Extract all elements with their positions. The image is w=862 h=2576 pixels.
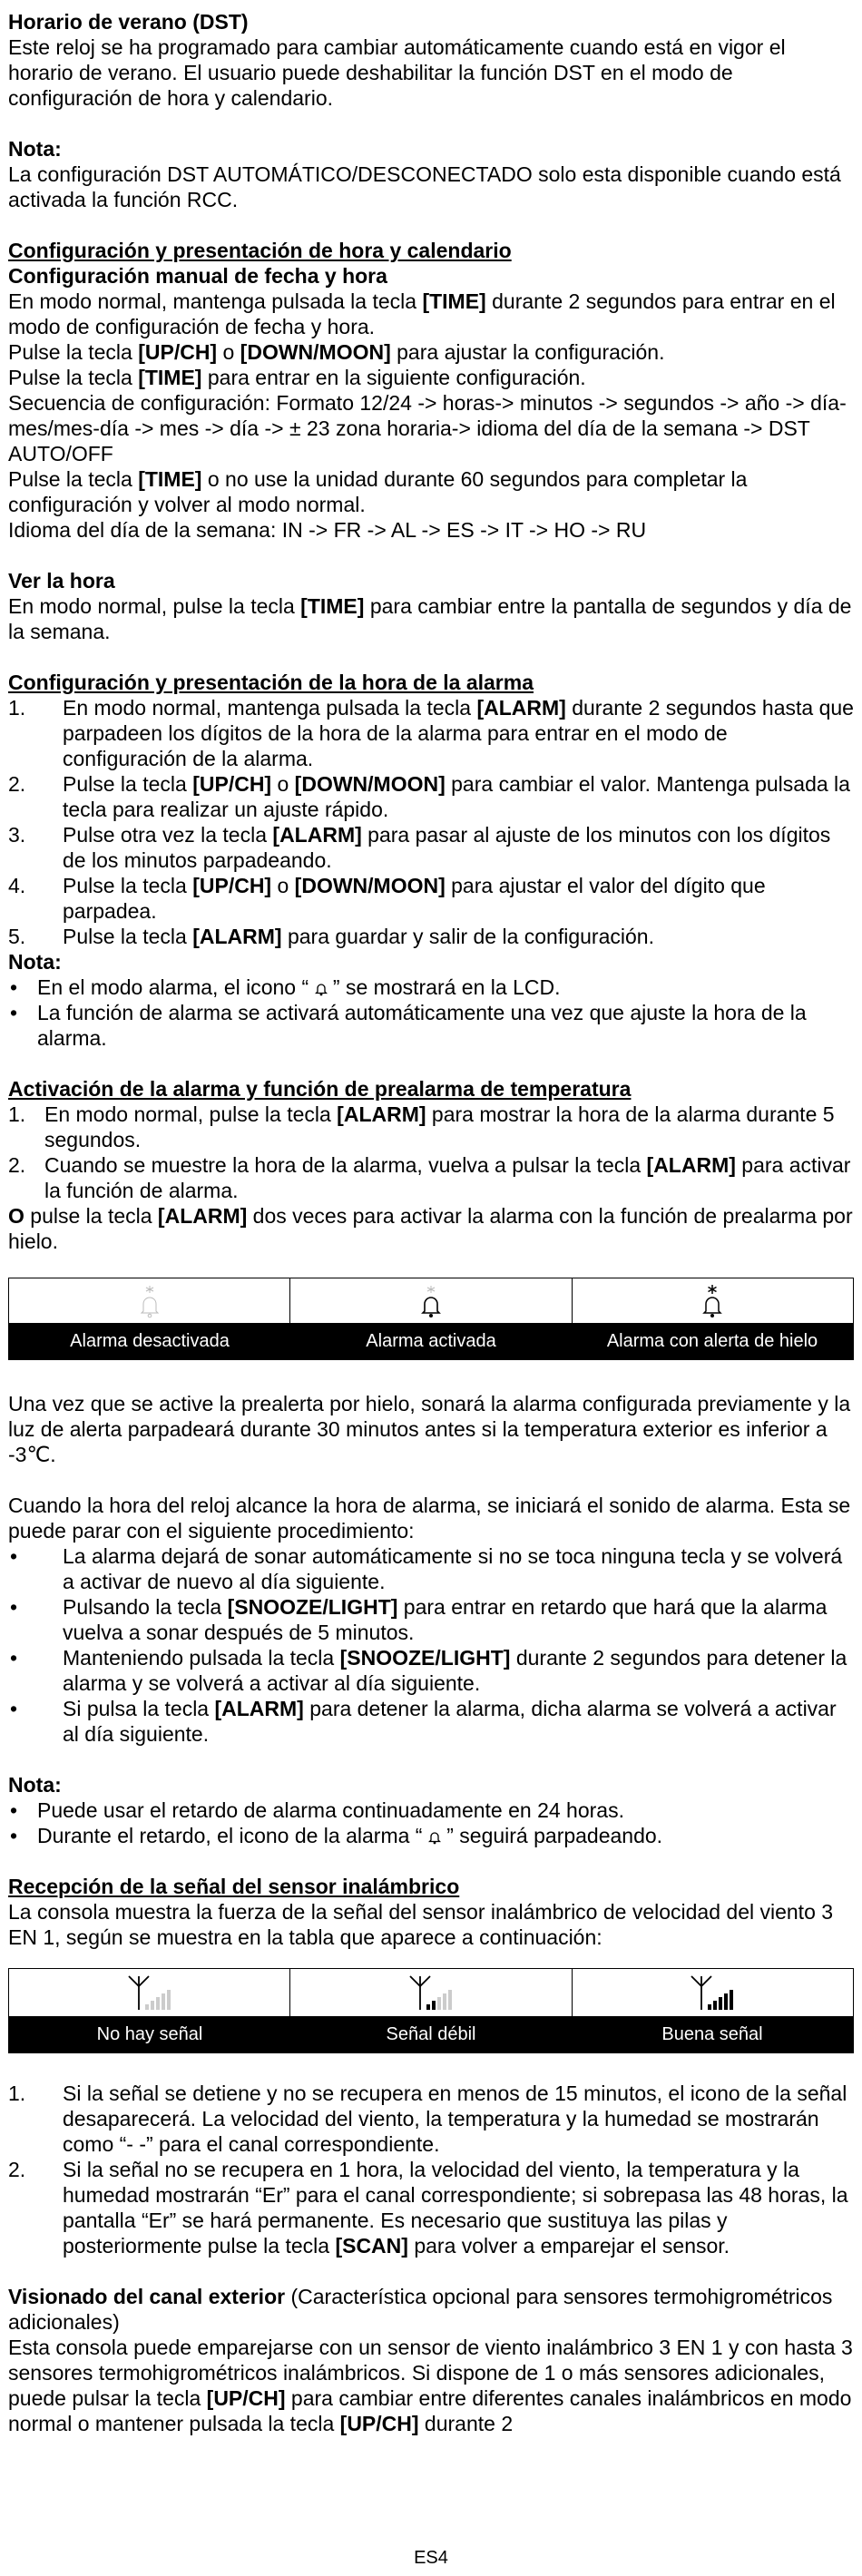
time-setup-sequence: Secuencia de configuración: Formato 12/24 -> horas-> minutos -> segundos -> año -> día-mes/mes-día -> mes -> día -> ± 23 zona horaria-> idioma del día de la semana -> DST AUTO/OFF <box>8 391 847 465</box>
time-setup-p1: En modo normal, mantenga pulsada la tecla [TIME] durante 2 segundos para entrar en el modo de configuración de fecha y hora. <box>8 289 836 338</box>
prealarm-when-alarm: Cuando la hora del reloj alcance la hora de alarma, se iniciará el sonido de alarma. Esta se puede parar con el siguiente procedimiento: <box>8 1494 851 1543</box>
alarm-off-icon <box>138 1284 162 1318</box>
alarm-setup-title: Configuración y presentación de la hora de la alarma <box>8 671 534 694</box>
list-item: 1. En modo normal, mantenga pulsada la tecla [ALARM] durante 2 segundos hasta que parpadeen los dígitos de la hora de la alarma para entrar en el modo de configuración de la alarma. <box>8 696 854 770</box>
list-item: 4. Pulse la tecla [UP/CH] o [DOWN/MOON] para ajustar el valor del dígito que parpadea. <box>8 874 766 923</box>
list-item: 3. Pulse otra vez la tecla [ALARM] para pasar al ajuste de los minutos con los dígitos de los minutos parpadeando. <box>8 823 831 872</box>
prealarm-or: O pulse la tecla [ALARM] dos veces para activar la alarma con la función de prealarma por hielo. <box>8 1204 853 1253</box>
bell-icon <box>315 982 328 996</box>
list-item: • Pulsando la tecla [SNOOZE/LIGHT] para entrar en retardo que hará que la alarma vuelva a sonar después de 5 minutos. <box>10 1595 828 1644</box>
dst-note-body: La configuración DST AUTOMÁTICO/DESCONECTADO solo esta disponible cuando está activada la función RCC. <box>8 162 841 211</box>
prealarm-note-title: Nota: <box>8 1773 62 1797</box>
list-item: 1. Si la señal se detiene y no se recupera en menos de 15 minutos, el icono de la señal desaparecerá. La velocidad del viento, la temperatura y la humedad se mostrarán como “- -” para el canal correspondiente. <box>8 2081 847 2156</box>
list-item: • Si pulsa la tecla [ALARM] para detener la alarma, dicha alarma se volverá a activar al día siguiente. <box>10 1697 837 1746</box>
alarm-on-icon <box>419 1284 443 1318</box>
time-setup-languages: Idioma del día de la semana: IN -> FR -> AL -> ES -> IT -> HO -> RU <box>8 518 647 542</box>
time-setup-subtitle: Configuración manual de fecha y hora <box>8 264 387 288</box>
table-cell <box>290 1278 572 1323</box>
table-cell <box>573 1969 853 2016</box>
outdoor-title: Visionado del canal exterior (Característica opcional para sensores termohigrométricos adicionales) <box>8 2285 833 2334</box>
prealarm-note-bullets <box>8 1797 854 1848</box>
dst-body: Este reloj se ha programado para cambiar automáticamente cuando está en vigor el horario de verano. El usuario puede deshabilitar la función DST en el modo de configuración de hora y calendario. <box>8 35 786 110</box>
list-item: • En el modo alarma, el icono “ ” se mostrará en la LCD. <box>10 975 561 999</box>
outdoor-body: Esta consola puede emparejarse con un sensor de viento inalámbrico 3 EN 1 y con hasta 3 sensores termohigrométricos inalámbricos. Si dispone de 1 o más sensores adicionales, puede pulsar la tecla [UP/CH] para cambiar entre diferentes canales inalámbricos en modo normal o mantener pulsada la tecla [UP/CH] durante 2 <box>8 2336 853 2435</box>
time-setup-p2: Pulse la tecla [UP/CH] o [DOWN/MOON] para ajustar la configuración. <box>8 340 665 364</box>
signal-title: Recepción de la señal del sensor inalámbrico <box>8 1875 460 1898</box>
alarm-note-title: Nota: <box>8 950 62 974</box>
table-cell: Señal débil <box>386 2024 476 2044</box>
list-item: • La función de alarma se activará automáticamente una vez que ajuste la hora de la alarma. <box>10 1001 807 1050</box>
list-item: 2. Cuando se muestre la hora de la alarma, vuelva a pulsar la tecla [ALARM] para activar la función de alarma. <box>8 1153 851 1202</box>
signal-body: La consola muestra la fuerza de la señal del sensor inalámbrico de velocidad del viento 3 EN 1, según se muestra en la tabla que aparece a continuación: <box>8 1900 834 1949</box>
list-item: 5. Pulse la tecla [ALARM] para guardar y salir de la configuración. <box>8 925 654 948</box>
signal-good-icon <box>690 1974 735 2012</box>
bell-icon <box>428 1830 441 1845</box>
table-cell: Alarma desactivada <box>70 1331 230 1351</box>
list-item: • Manteniendo pulsada la tecla [SNOOZE/LIGHT] durante 2 segundos para detener la alarma y se volverá a activar al día siguiente. <box>10 1646 847 1695</box>
list-item: 2. Si la señal no se recupera en 1 hora, la velocidad del viento, la temperatura y la humedad mostrarán “Er” para el canal correspondiente; si sobrepasa las 48 horas, la pantalla “Er” se hará permanente. Es necesario que sustituya las pilas y posteriormente pulse la tecla [SCAN] para volver a emparejar el sensor. <box>8 2158 848 2258</box>
table-cell: No hay señal <box>96 2024 203 2044</box>
prealarm-title: Activación de la alarma y función de prealarma de temperatura <box>8 1077 632 1101</box>
table-cell <box>9 1278 290 1323</box>
signal-weak-icon <box>408 1974 454 2012</box>
alarm-note-bullets <box>8 975 854 1051</box>
alarm-setup-steps <box>8 695 854 949</box>
alarm-status-table <box>8 1278 854 1360</box>
signal-table <box>8 1968 854 2053</box>
view-time-title: Ver la hora <box>8 569 115 593</box>
table-cell <box>573 1278 853 1323</box>
time-setup-p3: Pulse la tecla [TIME] para entrar en la siguiente configuración. <box>8 366 586 389</box>
list-item: • Durante el retardo, el icono de la alarma “ ” seguirá parpadeando. <box>10 1824 663 1847</box>
signal-steps <box>8 2081 854 2258</box>
prealarm-bullets <box>8 1543 854 1747</box>
alarm-ice-icon <box>700 1284 724 1318</box>
prealarm-steps <box>8 1102 854 1203</box>
list-item: • Puede usar el retardo de alarma continuadamente en 24 horas. <box>10 1798 624 1822</box>
time-setup-title: Configuración y presentación de hora y calendario <box>8 239 512 262</box>
list-item: 1. En modo normal, pulse la tecla [ALARM] para mostrar la hora de la alarma durante 5 segundos. <box>8 1102 835 1151</box>
signal-none-icon <box>127 1974 172 2012</box>
table-cell: Alarma activada <box>366 1331 496 1351</box>
page-number: ES4 <box>414 2548 448 2568</box>
view-time-body: En modo normal, pulse la tecla [TIME] para cambiar entre la pantalla de segundos y día de la semana. <box>8 594 852 643</box>
manual-page <box>8 9 854 2436</box>
table-cell <box>9 1969 290 2016</box>
prealarm-after-table: Una vez que se active la prealerta por hielo, sonará la alarma configurada previamente y la luz de alerta parpadeará durante 30 minutos antes si la temperatura exterior es inferior a -3℃. <box>8 1392 851 1466</box>
time-setup-p5: Pulse la tecla [TIME] o no use la unidad durante 60 segundos para completar la configuración y volver al modo normal. <box>8 467 748 516</box>
table-cell <box>290 1969 572 2016</box>
list-item: 2. Pulse la tecla [UP/CH] o [DOWN/MOON] para cambiar el valor. Mantenga pulsada la tecla para realizar un ajuste rápido. <box>8 772 850 821</box>
list-item: • La alarma dejará de sonar automáticamente si no se toca ninguna tecla y se volverá a activar de nuevo al día siguiente. <box>10 1544 843 1593</box>
table-cell: Alarma con alerta de hielo <box>606 1331 818 1351</box>
dst-note-title: Nota: <box>8 137 62 161</box>
dst-title: Horario de verano (DST) <box>8 10 249 34</box>
table-cell: Buena señal <box>661 2024 763 2044</box>
